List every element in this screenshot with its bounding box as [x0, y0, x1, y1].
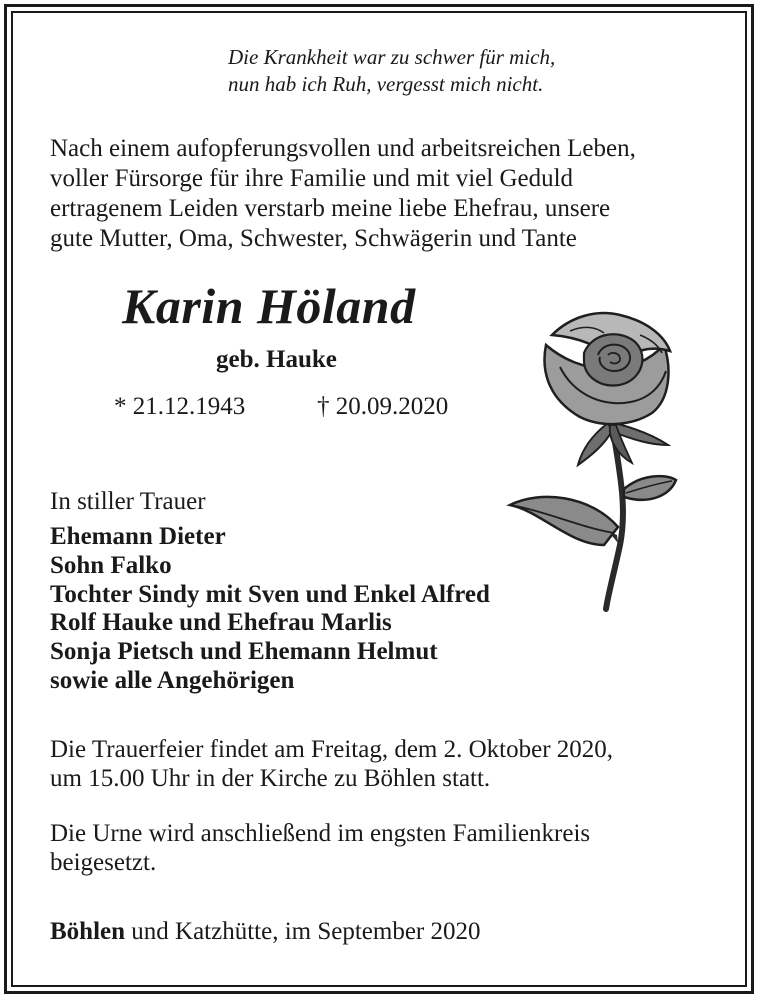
motto-line: Die Krankheit war zu schwer für mich,	[228, 45, 556, 69]
intro-line: Nach einem aufopferungsvollen und arbeitsreichen Leben,	[50, 135, 636, 162]
death-date: † 20.09.2020	[317, 393, 449, 420]
closing-rest: und Katzhütte, im September 2020	[125, 918, 481, 945]
service-line: um 15.00 Uhr in der Kirche zu Böhlen statt.	[50, 765, 491, 792]
closing-place-date	[50, 917, 481, 947]
urn-line: beigesetzt.	[50, 849, 157, 876]
intro-line: ertragenem Leiden verstarb meine liebe Ehefrau, unsere	[50, 195, 611, 222]
intro-line: gute Mutter, Oma, Schwester, Schwägerin und Tante	[50, 225, 577, 252]
birth-name: geb. Hauke	[216, 346, 337, 373]
funeral-service-notice	[50, 735, 613, 793]
motto-line: nun hab ich Ruh, vergesst mich nicht.	[228, 72, 544, 96]
birth-date: * 21.12.1943	[114, 393, 246, 420]
mourner-item: Sohn Falko	[50, 551, 172, 579]
service-line: Die Trauerfeier findet am Freitag, dem 2. Oktober 2020,	[50, 736, 614, 763]
mourner-item: Tochter Sindy mit Sven und Enkel Alfred	[50, 580, 490, 608]
closing-place: Böhlen	[50, 918, 126, 945]
motto-verse	[228, 44, 555, 98]
mourner-item: Rolf Hauke und Ehefrau Marlis	[50, 609, 392, 637]
mourner-item: Ehemann Dieter	[50, 523, 226, 550]
intro-line: voller Fürsorge für ihre Familie und mit viel Geduld	[50, 165, 574, 192]
mourners-list	[50, 523, 490, 696]
mourner-item: sowie alle Angehörigen	[50, 666, 295, 694]
urn-line: Die Urne wird anschließend im engsten Familienkreis	[50, 820, 591, 847]
deceased-name: Karin Höland	[122, 278, 416, 334]
rose-icon	[500, 305, 710, 615]
mourner-item: Sonja Pietsch und Ehemann Helmut	[50, 638, 438, 666]
urn-burial-notice	[50, 819, 590, 877]
mourning-intro: In stiller Trauer	[50, 488, 206, 515]
intro-paragraph	[50, 134, 636, 254]
